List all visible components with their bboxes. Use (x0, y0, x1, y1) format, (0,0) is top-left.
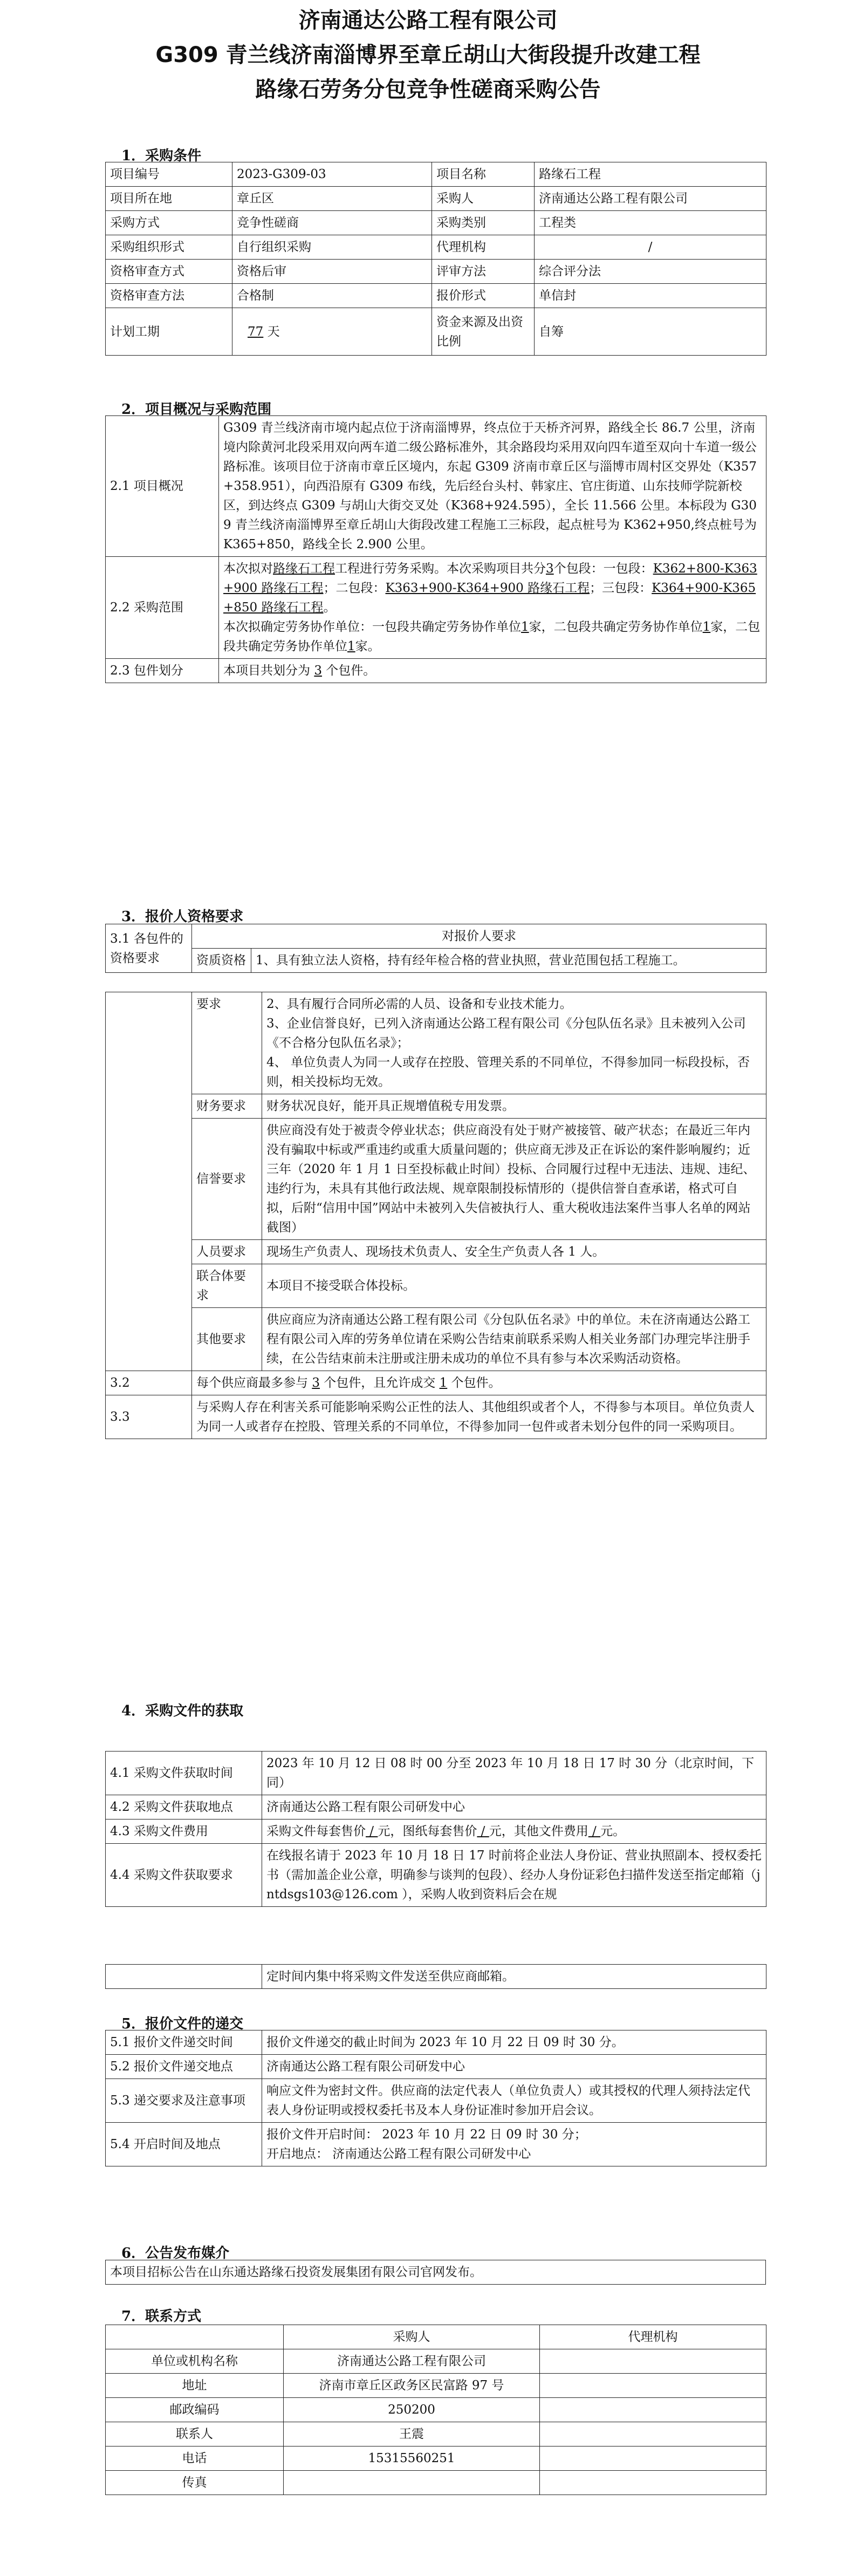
document-acquisition-table (105, 1751, 766, 1907)
media-table (105, 2260, 766, 2285)
table-row: 4.1 采购文件获取时间 2023 年 10 月 12 日 08 时 00 分至 2023 年 10 月 18 日 17 时 30 分（北京时间，下同） (106, 1752, 766, 1795)
table-row: 3.1 各包件的资格要求 对报价人要求 (106, 924, 766, 949)
table-row: 4.3 采购文件费用 采购文件每套售价 / 元，图纸每套售价 / 元，其他文件费用 / 元。 (106, 1819, 766, 1844)
overview-text: G309 青兰线济南市境内起点位于济南淄博界，终点位于天桥齐河界，路线全长 86.7 公里，济南境内除黄河北段采用双向两车道二级公路标准外，其余路段均采用双向四车道至双向十车道一级公路标准。该项目位于济南市章丘区境内，东起 G309 济南市章丘区与淄博市周村区交界处（K357+358.951），向西沿原有 G309 布线，先后经台头村、韩家庄、官庄街道、山东技师学院新校区，到达终点 G309 与胡山大街交叉处（K368+924.595），全长 11.566 公里。本标段为 G309 青兰线济南淄博界至章丘胡山大街段改建工程施工三标段，起点桩号为 K362+950,终点桩号为 K365+850，路线全长 2.900 公里。 (219, 416, 766, 557)
table-row: 采购组织形式 自行组织采购 代理机构 / (106, 235, 766, 260)
table-row: 电话 15315560251 (106, 2446, 766, 2471)
table-row: 资格审查方法 合格制 报价形式 单信封 (106, 284, 766, 308)
table-row: 采购方式 竞争性磋商 采购类别 工程类 (106, 211, 766, 235)
table-row: 计划工期 77 天 资金来源及出资比例 自筹 (106, 308, 766, 356)
table-row: 3.2 每个供应商最多参与 3 个包件，且允许成交 1 个包件。 (106, 1371, 766, 1395)
section-7-heading: 7．联系方式 (121, 2308, 202, 2325)
table-row: 其他要求 供应商应为济南通达公路工程有限公司《分包队伍名录》中的单位。未在济南通达公路工程有限公司入库的劳务单位请在采购公告结束前联系采购人相关业务部门办理完毕注册手续，在公告结束前未注册或注册未成功的单位不具有参与本次采购活动资格。 (106, 1308, 766, 1371)
table-row: 财务要求 财务状况良好，能开具正规增值税专用发票。 (106, 1094, 766, 1119)
table-row: 2.3 包件划分 本项目共划分为 3 个包件。 (106, 659, 766, 683)
table-row: 要求 2、具有履行合同所必需的人员、设备和专业技术能力。 3、企业信誉良好，已列入济南通达公路工程有限公司《分包队伍名录》且未被列入公司《不合格分包队伍名录》； 4、 单位负责人为同一人或存在控股、管理关系的不同单位，不得参加同一标段投标，否则，相关投标均无效。 (106, 992, 766, 1094)
table-row: 本项目招标公告在山东通达路缘石投资发展集团有限公司官网发布。 (106, 2260, 766, 2285)
company-title: 济南通达公路工程有限公司 (298, 8, 558, 33)
table-row: 采购人 代理机构 (106, 2325, 766, 2349)
table-row: 2.1 项目概况 G309 青兰线济南市境内起点位于济南淄博界，终点位于天桥齐河界，路线全长 86.7 公里，济南境内除黄河北段采用双向两车道二级公路标准外，其余路段均采用双向四车道至双向十车道一级公路标准。该项目位于济南市章丘区境内，东起 G309 济南市章丘区与淄博市周村区交界处（K357+358.951），向西沿原有 G309 布线，先后经台头村、韩家庄、官庄街道、山东技师学院新校区，到达终点 G309 与胡山大街交叉处（K368+924.595），全长 11.566 公里。本标段为 G309 青兰线济南淄博界至章丘胡山大街段改建工程施工三标段，起点桩号为 K362+950,终点桩号为 K365+850，路线全长 2.900 公里。 (106, 416, 766, 557)
table-row: 人员要求 现场生产负责人、现场技术负责人、安全生产负责人各 1 人。 (106, 1240, 766, 1264)
table-row: 2.2 采购范围 本次拟对路缘石工程工程进行劳务采购。本次采购项目共分3个包段：一包段：K362+800-K363+900 路缘石工程；二包段：K363+900-K364+900 路缘石工程；三包段：K364+900-K365+850 路缘石工程。 本次拟确定劳务协作单位：一包段共确定劳务协作单位1家，二包段共确定劳务协作单位1家，二包段共确定劳务协作单位1家。 (106, 557, 766, 659)
table-row: 邮政编码 250200 (106, 2398, 766, 2422)
acquisition-continuation-table (105, 1964, 766, 1989)
announcement-title: 路缘石劳务分包竞争性磋商采购公告 (255, 77, 601, 102)
section-6-heading: 6．公告发布媒介 (121, 2245, 230, 2261)
table-row: 地址 济南市章丘区政务区民富路 97 号 (106, 2374, 766, 2398)
table-row: 5.3 递交要求及注意事项 响应文件为密封文件。供应商的法定代表人（单位负责人）或其授权的代理人须持法定代表人身份证明或授权委托书及本人身份证准时参加开启会议。 (106, 2079, 766, 2123)
table-row: 5.4 开启时间及地点 报价文件开启时间： 2023 年 10 月 22 日 09 时 30 分； 开启地点： 济南通达公路工程有限公司研发中心 (106, 2123, 766, 2166)
table-row: 定时间内集中将采购文件发送至供应商邮箱。 (106, 1965, 766, 1989)
table-row: 资格审查方式 资格后审 评审方法 综合评分法 (106, 260, 766, 284)
scope-text: 本次拟对路缘石工程工程进行劳务采购。本次采购项目共分3个包段：一包段：K362+800-K363+900 路缘石工程；二包段：K363+900-K364+900 路缘石工程；三包段：K364+900-K365+850 路缘石工程。 本次拟确定劳务协作单位：一包段共确定劳务协作单位1家，二包段共确定劳务协作单位1家，二包段共确定劳务协作单位1家。 (219, 557, 766, 659)
table-row: 项目编号 2023-G309-03 项目名称 路缘石工程 (106, 162, 766, 187)
table-row: 联系人 王震 (106, 2422, 766, 2446)
table-row: 资质资格 1、具有独立法人资格，持有经年检合格的营业执照，营业范围包括工程施工。 (106, 949, 766, 973)
section-2-heading: 2．项目概况与采购范围 (121, 401, 272, 418)
contact-table (105, 2325, 766, 2495)
procurement-conditions-table (105, 162, 766, 356)
table-row: 5.2 报价文件递交地点 济南通达公路工程有限公司研发中心 (106, 2055, 766, 2079)
table-row: 3.3 与采购人存在利害关系可能影响采购公正性的法人、其他组织或者个人，不得参与本项目。单位负责人为同一人或者存在控股、管理关系的不同单位，不得参加同一包件或者未划分包件的同一采购项目。 (106, 1395, 766, 1439)
project-overview-table (105, 415, 766, 683)
section-4-heading: 4．采购文件的获取 (121, 1703, 244, 1719)
section-5-heading: 5．报价文件的递交 (121, 2016, 244, 2032)
table-row: 5.1 报价文件递交时间 报价文件递交的截止时间为 2023 年 10 月 22 日 09 时 30 分。 (106, 2030, 766, 2055)
requirement-text: 2、具有履行合同所必需的人员、设备和专业技术能力。 3、企业信誉良好，已列入济南通达公路工程有限公司《分包队伍名录》且未被列入公司《不合格分包队伍名录》； 4、 单位负责人为同一人或存在控股、管理关系的不同单位，不得参加同一标段投标，否则，相关投标均无效。 (262, 992, 766, 1094)
table-row: 单位或机构名称 济南通达公路工程有限公司 (106, 2349, 766, 2374)
qualification-head-table (105, 924, 766, 973)
table-row: 4.2 采购文件获取地点 济南通达公路工程有限公司研发中心 (106, 1795, 766, 1819)
project-title: G309 青兰线济南淄博界至章丘胡山大街段提升改建工程 (155, 43, 701, 67)
section-1-heading: 1．采购条件 (121, 148, 202, 164)
qualification-table (105, 992, 766, 1439)
submission-table (105, 2030, 766, 2166)
table-row: 信誉要求 供应商没有处于被责令停业状态；供应商没有处于财产被接管、破产状态；在最近三年内没有骗取中标或严重违约或重大质量问题的；供应商无涉及正在诉讼的案件影响履约；近三年（2020 年 1 月 1 日至投标截止时间）投标、合同履行过程中无违法、违规、违纪、违约行为，未具有其他行政法规、规章限制投标情形的（提供信誉自查承诺，格式可自拟，后附“信用中国”网站中未被列入失信被执行人、重大税收违法案件当事人名单的网站截图） (106, 1119, 766, 1240)
title-block (0, 0, 856, 107)
table-row: 项目所在地 章丘区 采购人 济南通达公路工程有限公司 (106, 187, 766, 211)
table-row: 4.4 采购文件获取要求 在线报名请于 2023 年 10 月 18 日 17 时前将企业法人身份证、营业执照副本、授权委托书（需加盖企业公章，明确参与谈判的包段）、经办人身份证彩色扫描件发送至指定邮箱（jntdsgs103@126.com ），采购人收到资料后会在规 (106, 1844, 766, 1907)
table-row: 传真 (106, 2471, 766, 2495)
table-row: 联合体要求 本项目不接受联合体投标。 (106, 1264, 766, 1308)
section-3-heading: 3．报价人资格要求 (121, 909, 244, 925)
